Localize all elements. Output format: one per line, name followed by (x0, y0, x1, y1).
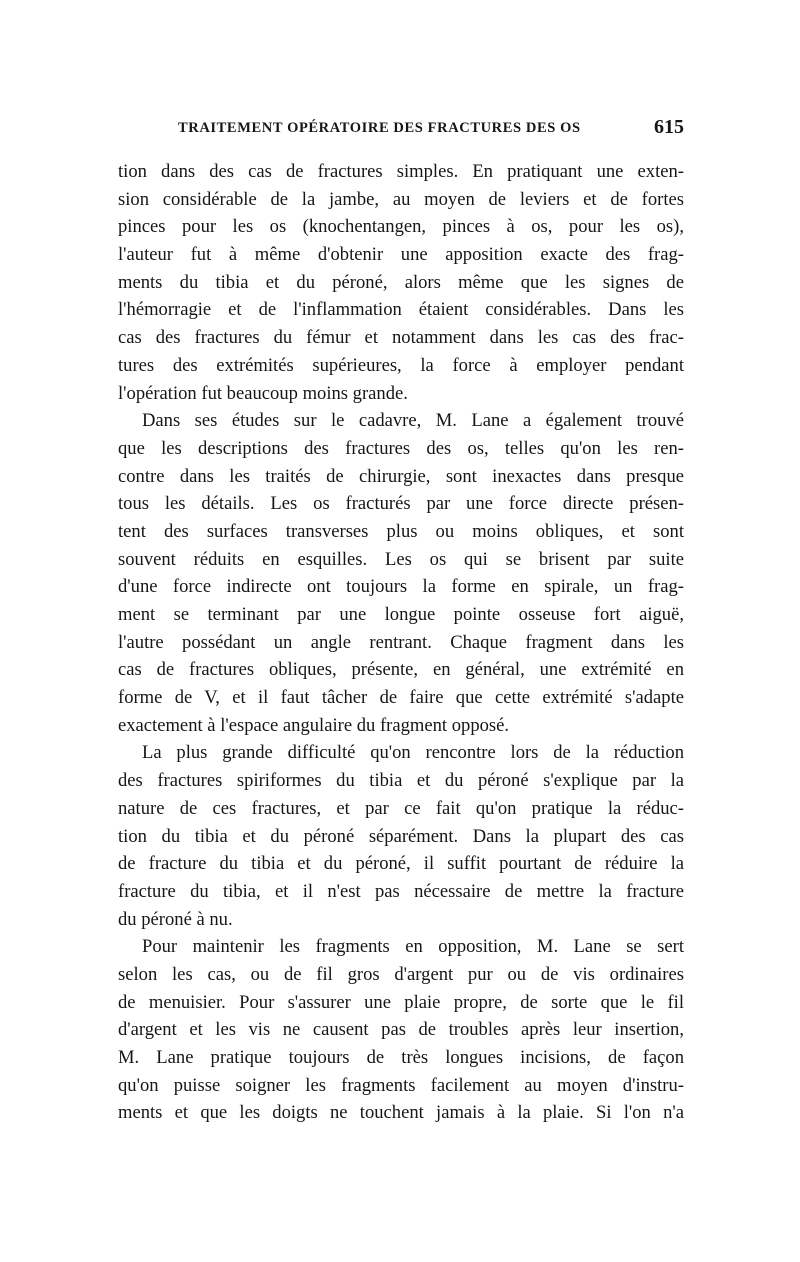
running-title: TRAITEMENT OPÉRATOIRE DES FRACTURES DES OS (178, 120, 581, 136)
text-line: l'hémorragie et de l'inflammation étaient considérables. Dans les (118, 299, 684, 321)
text-line: tous les détails. Les os fracturés par une force directe présen- (118, 493, 684, 515)
text-line: l'autre possédant un angle rentrant. Chaque fragment dans les (118, 631, 684, 653)
text-line: cas de fractures obliques, présente, en général, une extrémité en (118, 659, 684, 681)
text-line: du péroné à nu. (118, 908, 233, 930)
text-line: fracture du tibia, et il n'est pas nécessaire de mettre la fracture (118, 880, 684, 902)
text-line: cas des fractures du fémur et notamment dans les cas des frac- (118, 327, 684, 349)
text-line: tion dans des cas de fractures simples. En pratiquant une exten- (118, 161, 684, 182)
text-line: souvent réduits en esquilles. Les os qui se brisent par suite (118, 548, 684, 570)
text-line: nature de ces fractures, et par ce fait qu'on pratique la réduc- (118, 797, 684, 819)
text-line: l'auteur fut à même d'obtenir une apposition exacte des frag- (118, 244, 684, 266)
text-line: ment se terminant par une longue pointe osseuse fort aiguë, (118, 604, 684, 625)
text-line: M. Lane pratique toujours de très longues incisions, de façon (118, 1047, 684, 1068)
text-line: ments du tibia et du péroné, alors même que les signes de (118, 271, 684, 293)
text-line: Pour maintenir les fragments en opposition, M. Lane se sert (142, 936, 684, 958)
text-line: pinces pour les os (knochentangen, pinces à os, pour les os), (118, 216, 684, 238)
page-number: 615 (654, 116, 684, 138)
text-line: selon les cas, ou de fil gros d'argent pur ou de vis ordinaires (118, 963, 684, 985)
text-line: que les descriptions des fractures des os, telles qu'on les ren- (118, 437, 684, 459)
text-line: Dans ses études sur le cadavre, M. Lane a également trouvé (142, 410, 684, 432)
text-line: d'une force indirecte ont toujours la forme en spirale, un frag- (118, 576, 684, 598)
text-line: qu'on puisse soigner les fragments facilement au moyen d'instru- (118, 1074, 684, 1096)
text-line: des fractures spiriformes du tibia et du péroné s'explique par la (118, 770, 684, 792)
text-line: l'opération fut beaucoup moins grande. (118, 382, 408, 404)
text-line: tion du tibia et du péroné séparément. Dans la plupart des cas (118, 825, 684, 847)
text-line: de fracture du tibia et du péroné, il suffit pourtant de réduire la (118, 853, 684, 875)
body-text (118, 158, 684, 1127)
text-line: tures des extrémités supérieures, la force à employer pendant (118, 354, 684, 376)
text-line: d'argent et les vis ne causent pas de troubles après leur insertion, (118, 1019, 684, 1041)
running-head (118, 118, 684, 142)
text-line: contre dans les traités de chirurgie, sont inexactes dans presque (118, 465, 684, 487)
text-line: exactement à l'espace angulaire du fragment opposé. (118, 714, 510, 736)
text-line: La plus grande difficulté qu'on rencontre lors de la réduction (142, 742, 684, 764)
text-line: tent des surfaces transverses plus ou moins obliques, et sont (118, 520, 684, 542)
text-line: ments et que les doigts ne touchent jamais à la plaie. Si l'on n'a (118, 1102, 684, 1124)
text-line: de menuisier. Pour s'assurer une plaie propre, de sorte que le fil (118, 991, 684, 1013)
text-line: sion considérable de la jambe, au moyen de leviers et de fortes (118, 188, 684, 210)
text-line: forme de V, et il faut tâcher de faire que cette extrémité s'adapte (118, 687, 684, 709)
